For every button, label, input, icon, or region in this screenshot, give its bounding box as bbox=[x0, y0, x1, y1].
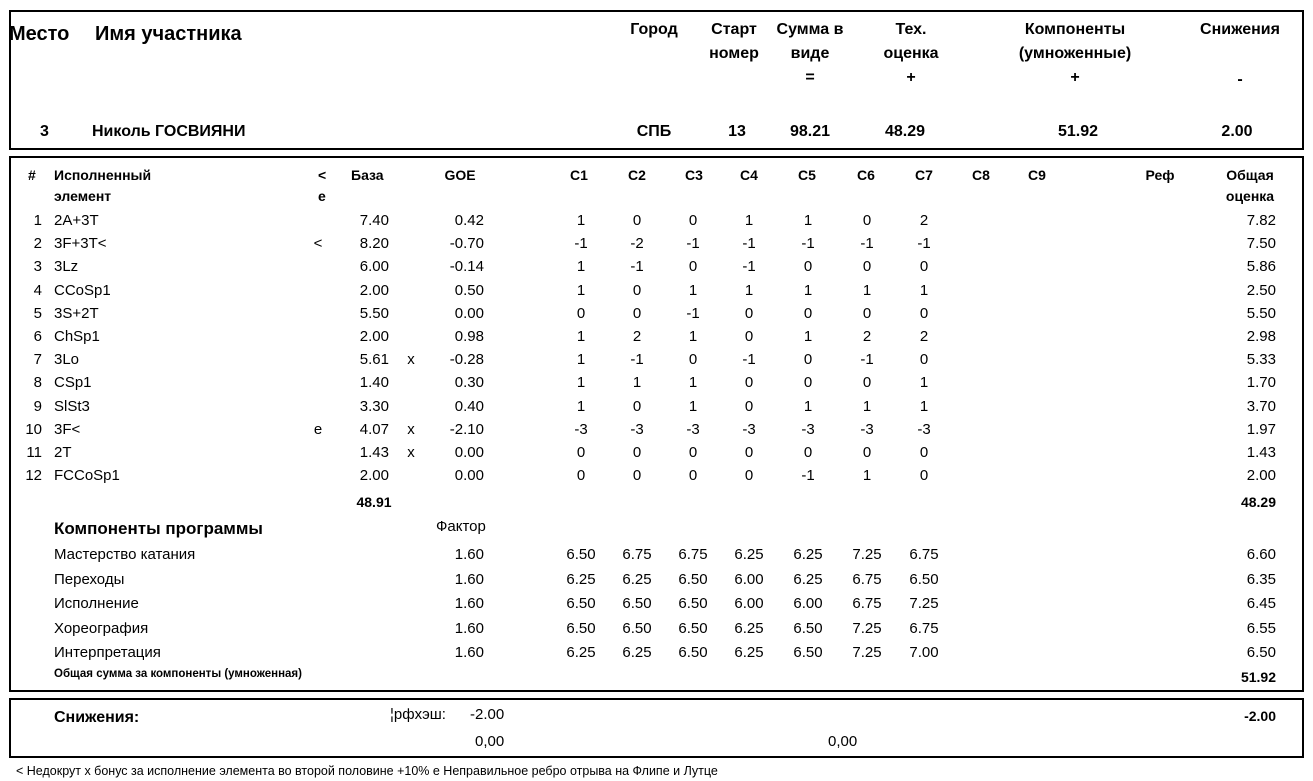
component-name: Интерпретация bbox=[54, 644, 161, 661]
city-header: Город bbox=[630, 21, 678, 38]
component-judge-score: 6.00 bbox=[793, 595, 823, 612]
element-judge-score: 0 bbox=[576, 304, 586, 322]
component-judge-score: 6.50 bbox=[678, 595, 708, 612]
legend-text: < Недокрут x бонус за исполнение элемента во второй половине +10% e Неправильное ребро отрыва на Флипе и Лутце bbox=[16, 764, 718, 778]
element-judge-score: -3 bbox=[686, 420, 700, 438]
component-judge-score: 6.50 bbox=[793, 644, 823, 661]
element-judge-score: 0 bbox=[919, 258, 929, 276]
comp-header-1: Компоненты bbox=[1024, 21, 1126, 38]
element-judge-score: 1 bbox=[688, 397, 698, 415]
col-j1-header: C1 bbox=[570, 167, 588, 183]
element-base: 5.61 bbox=[359, 351, 389, 369]
components-title: Компоненты программы bbox=[54, 519, 263, 538]
element-name: CCoSp1 bbox=[54, 281, 111, 299]
element-score: 5.50 bbox=[1246, 304, 1276, 322]
element-judge-score: 0 bbox=[862, 444, 872, 461]
element-judge-score: 0 bbox=[803, 304, 813, 322]
element-judge-score: 1 bbox=[862, 397, 872, 415]
element-name: 3Lo bbox=[54, 351, 80, 369]
element-judge-score: 2 bbox=[919, 328, 929, 345]
col-j2-header: C2 bbox=[628, 167, 646, 183]
component-judge-score: 6.75 bbox=[852, 570, 882, 588]
factor-header: Фактор bbox=[436, 518, 486, 535]
element-judge-score: 0 bbox=[632, 467, 642, 485]
element-judge-score: 2 bbox=[632, 328, 642, 345]
element-score: 1.70 bbox=[1246, 374, 1276, 392]
col-info-header-1: < bbox=[318, 167, 327, 183]
col-j7-header: C7 bbox=[915, 167, 933, 183]
col-score-header-2: оценка bbox=[1225, 188, 1275, 204]
component-judge-score: 6.25 bbox=[734, 644, 764, 661]
element-judge-score: 0 bbox=[576, 444, 586, 461]
element-judge-score: 0 bbox=[919, 444, 929, 461]
element-info: e bbox=[313, 420, 323, 438]
name-header: Имя участника bbox=[95, 23, 242, 45]
element-goe: 0.30 bbox=[454, 374, 484, 392]
element-score: 3.70 bbox=[1246, 397, 1276, 415]
component-judge-score: 6.50 bbox=[678, 570, 708, 588]
element-judge-score: 0 bbox=[803, 351, 813, 369]
comp-sign: + bbox=[1070, 69, 1080, 86]
element-judge-score: -3 bbox=[742, 420, 756, 438]
col-j3-header: C3 bbox=[685, 167, 703, 183]
element-judge-score: -3 bbox=[630, 420, 644, 438]
element-bonus: x bbox=[407, 444, 415, 461]
element-goe: 0.00 bbox=[454, 304, 484, 322]
element-judge-score: -3 bbox=[574, 420, 588, 438]
base-total: 48.91 bbox=[356, 494, 392, 510]
element-judge-score: 1 bbox=[862, 467, 872, 485]
col-goe-header: GOE bbox=[444, 167, 476, 183]
element-base: 1.43 bbox=[359, 444, 389, 461]
element-judge-score: -1 bbox=[742, 258, 756, 276]
component-name: Хореография bbox=[54, 619, 149, 637]
element-judge-score: 1 bbox=[576, 258, 586, 276]
col-j5-header: C5 bbox=[798, 167, 816, 183]
element-judge-score: 0 bbox=[744, 328, 754, 345]
element-judge-score: 1 bbox=[919, 374, 929, 392]
sum-sign: = bbox=[805, 69, 815, 86]
element-judge-score: -1 bbox=[742, 235, 756, 253]
element-judge-score: 0 bbox=[688, 212, 698, 229]
col-num-header: # bbox=[28, 167, 36, 183]
col-j6-header: C6 bbox=[857, 167, 875, 183]
element-judge-score: 0 bbox=[744, 467, 754, 485]
element-judge-score: 0 bbox=[803, 444, 813, 461]
component-judge-score: 6.25 bbox=[793, 546, 823, 563]
deduction-zero-1: 0,00 bbox=[475, 733, 505, 750]
component-score: 6.50 bbox=[1246, 644, 1276, 661]
component-judge-score: 6.50 bbox=[678, 644, 708, 661]
element-judge-score: -3 bbox=[917, 420, 931, 438]
element-judge-score: -1 bbox=[742, 351, 756, 369]
element-judge-score: 1 bbox=[744, 212, 754, 229]
element-num: 9 bbox=[33, 397, 42, 415]
element-name: CSp1 bbox=[54, 374, 92, 392]
component-judge-score: 6.50 bbox=[793, 619, 823, 637]
element-num: 4 bbox=[33, 281, 42, 299]
element-num: 2 bbox=[33, 235, 42, 253]
element-base: 2.00 bbox=[359, 328, 389, 345]
element-info: < bbox=[313, 235, 323, 253]
element-judge-score: 0 bbox=[688, 467, 698, 485]
deduction-zero-2: 0,00 bbox=[828, 733, 858, 750]
element-base: 4.07 bbox=[359, 420, 389, 438]
component-judge-score: 6.50 bbox=[566, 595, 596, 612]
element-judge-score: 0 bbox=[803, 258, 813, 276]
component-judge-score: 6.50 bbox=[678, 619, 708, 637]
component-judge-score: 6.75 bbox=[852, 595, 882, 612]
element-judge-score: 1 bbox=[576, 374, 586, 392]
element-score: 7.82 bbox=[1246, 212, 1276, 229]
component-judge-score: 6.25 bbox=[566, 644, 596, 661]
element-num: 8 bbox=[33, 374, 42, 392]
element-judge-score: 1 bbox=[919, 281, 929, 299]
element-goe: 0.40 bbox=[454, 397, 484, 415]
element-goe: -0.14 bbox=[449, 258, 484, 276]
element-num: 1 bbox=[33, 212, 42, 229]
component-judge-score: 6.75 bbox=[909, 546, 939, 563]
component-score: 6.45 bbox=[1246, 595, 1276, 612]
element-judge-score: -1 bbox=[801, 235, 815, 253]
skater-name: Николь ГОСВИЯНИ bbox=[92, 123, 246, 140]
element-judge-score: 0 bbox=[919, 304, 929, 322]
tech-header-2: оценка bbox=[883, 45, 939, 62]
tech-sign: + bbox=[906, 69, 916, 86]
comp-header-2: (умноженные) bbox=[1018, 45, 1132, 62]
deduction-item-label: ¦рфхэш: bbox=[390, 706, 446, 723]
component-judge-score: 6.50 bbox=[909, 570, 939, 588]
element-judge-score: 1 bbox=[803, 397, 813, 415]
component-judge-score: 7.25 bbox=[852, 546, 882, 563]
component-judge-score: 6.75 bbox=[678, 546, 708, 563]
element-judge-score: 0 bbox=[744, 304, 754, 322]
element-judge-score: 0 bbox=[632, 304, 642, 322]
component-factor: 1.60 bbox=[454, 595, 484, 612]
element-name: SlSt3 bbox=[54, 397, 90, 415]
scores-box bbox=[9, 156, 1304, 692]
component-factor: 1.60 bbox=[454, 546, 484, 563]
component-judge-score: 6.25 bbox=[793, 570, 823, 588]
element-judge-score: 0 bbox=[744, 374, 754, 392]
element-goe: -0.70 bbox=[449, 235, 484, 253]
col-base-header: База bbox=[351, 167, 384, 183]
element-judge-score: 1 bbox=[803, 212, 813, 229]
element-score: 2.00 bbox=[1246, 467, 1276, 485]
element-judge-score: 0 bbox=[632, 281, 642, 299]
element-judge-score: 0 bbox=[862, 304, 872, 322]
element-base: 3.30 bbox=[359, 397, 389, 415]
skater-start-number: 13 bbox=[728, 123, 746, 140]
element-judge-score: -1 bbox=[860, 351, 874, 369]
element-name: 2T bbox=[54, 444, 72, 461]
element-score: 1.43 bbox=[1246, 444, 1276, 461]
element-goe: 0.42 bbox=[454, 212, 484, 229]
component-judge-score: 7.25 bbox=[909, 595, 939, 612]
deduction-item-value: -2.00 bbox=[470, 706, 505, 723]
component-judge-score: 6.25 bbox=[566, 570, 596, 588]
element-judge-score: 1 bbox=[862, 281, 872, 299]
col-j4-header: C4 bbox=[740, 167, 758, 183]
element-score-total: 48.29 bbox=[1240, 494, 1276, 510]
component-judge-score: 6.75 bbox=[622, 546, 652, 563]
deductions-label: Снижения: bbox=[54, 709, 140, 726]
component-judge-score: 6.25 bbox=[622, 644, 652, 661]
element-name: 3Lz bbox=[54, 258, 79, 276]
component-judge-score: 6.50 bbox=[622, 619, 652, 637]
element-judge-score: 0 bbox=[576, 467, 586, 485]
element-goe: -2.10 bbox=[449, 420, 484, 438]
element-judge-score: -1 bbox=[686, 235, 700, 253]
element-score: 5.86 bbox=[1246, 258, 1276, 276]
element-name: 2A+3T bbox=[54, 212, 99, 229]
component-score: 6.60 bbox=[1246, 546, 1276, 563]
component-judge-score: 6.25 bbox=[734, 546, 764, 563]
component-judge-score: 6.75 bbox=[909, 619, 939, 637]
element-base: 5.50 bbox=[359, 304, 389, 322]
component-factor: 1.60 bbox=[454, 644, 484, 661]
col-score-header-1: Общая bbox=[1226, 167, 1274, 183]
element-judge-score: 0 bbox=[688, 351, 698, 369]
component-judge-score: 6.25 bbox=[734, 619, 764, 637]
element-judge-score: 0 bbox=[632, 397, 642, 415]
skater-city: СПБ bbox=[636, 123, 672, 140]
deductions-sign: - bbox=[1237, 71, 1243, 88]
deductions-box bbox=[9, 698, 1304, 758]
element-judge-score: -1 bbox=[860, 235, 874, 253]
element-score: 2.98 bbox=[1246, 328, 1276, 345]
col-j8-header: C8 bbox=[972, 167, 990, 183]
element-judge-score: 1 bbox=[576, 328, 586, 345]
element-judge-score: 1 bbox=[744, 281, 754, 299]
element-name: 3F< bbox=[54, 420, 81, 438]
element-num: 12 bbox=[25, 467, 42, 485]
col-j9-header: C9 bbox=[1028, 167, 1046, 183]
component-judge-score: 6.50 bbox=[622, 595, 652, 612]
element-judge-score: 0 bbox=[862, 374, 872, 392]
component-judge-score: 6.00 bbox=[734, 570, 764, 588]
element-bonus: x bbox=[407, 420, 415, 438]
start-header-1: Старт bbox=[711, 21, 757, 38]
component-judge-score: 7.25 bbox=[852, 619, 882, 637]
component-judge-score: 6.00 bbox=[734, 595, 764, 612]
element-judge-score: 1 bbox=[688, 374, 698, 392]
element-name: FCCoSp1 bbox=[54, 467, 120, 485]
element-num: 11 bbox=[26, 444, 42, 461]
element-judge-score: 0 bbox=[688, 444, 698, 461]
component-judge-score: 6.50 bbox=[566, 619, 596, 637]
components-total-label: Общая сумма за компоненты (умноженная) bbox=[54, 668, 302, 680]
element-judge-score: -1 bbox=[917, 235, 931, 253]
element-base: 8.20 bbox=[359, 235, 389, 253]
element-score: 5.33 bbox=[1246, 351, 1276, 369]
element-judge-score: 0 bbox=[919, 351, 929, 369]
element-judge-score: -3 bbox=[860, 420, 874, 438]
element-score: 2.50 bbox=[1246, 281, 1276, 299]
element-judge-score: 1 bbox=[576, 351, 586, 369]
component-name: Переходы bbox=[54, 570, 125, 588]
skater-total: 98.21 bbox=[789, 123, 831, 140]
element-judge-score: 1 bbox=[576, 397, 586, 415]
component-factor: 1.60 bbox=[454, 619, 484, 637]
skater-tech: 48.29 bbox=[884, 123, 926, 140]
component-score: 6.55 bbox=[1246, 619, 1276, 637]
element-name: 3S+2T bbox=[54, 304, 99, 322]
element-base: 2.00 bbox=[359, 281, 389, 299]
element-judge-score: -2 bbox=[630, 235, 644, 253]
col-ref-header: Реф bbox=[1145, 167, 1175, 183]
deductions-header: Снижения bbox=[1200, 21, 1280, 38]
skater-deductions: 2.00 bbox=[1221, 123, 1253, 140]
place-header: Место bbox=[9, 23, 70, 45]
element-num: 3 bbox=[33, 258, 42, 276]
element-num: 5 bbox=[33, 304, 42, 322]
deductions-total: -2.00 bbox=[1244, 708, 1276, 724]
element-judge-score: 1 bbox=[803, 328, 813, 345]
sum-header-2: виде bbox=[790, 45, 830, 62]
element-judge-score: 0 bbox=[632, 444, 642, 461]
element-judge-score: 0 bbox=[862, 212, 872, 229]
components-total: 51.92 bbox=[1240, 669, 1276, 685]
component-judge-score: 6.50 bbox=[566, 546, 596, 563]
component-judge-score: 6.25 bbox=[622, 570, 652, 588]
element-judge-score: 1 bbox=[803, 281, 813, 299]
element-base: 7.40 bbox=[359, 212, 389, 229]
element-judge-score: 0 bbox=[744, 397, 754, 415]
component-score: 6.35 bbox=[1246, 570, 1276, 588]
element-base: 2.00 bbox=[359, 467, 389, 485]
element-goe: 0.00 bbox=[454, 467, 484, 485]
element-judge-score: 1 bbox=[688, 328, 698, 345]
element-base: 1.40 bbox=[359, 374, 389, 392]
element-judge-score: 0 bbox=[803, 374, 813, 392]
element-judge-score: -1 bbox=[630, 258, 644, 276]
element-judge-score: 1 bbox=[576, 281, 586, 299]
component-judge-score: 7.00 bbox=[909, 644, 939, 661]
element-goe: 0.50 bbox=[454, 281, 484, 299]
col-info-header-2: е bbox=[318, 188, 326, 204]
element-num: 7 bbox=[33, 351, 42, 369]
element-judge-score: 1 bbox=[919, 397, 929, 415]
element-judge-score: -1 bbox=[574, 235, 588, 253]
element-judge-score: 1 bbox=[632, 374, 642, 392]
start-header-2: номер bbox=[709, 45, 759, 62]
element-goe: 0.98 bbox=[454, 328, 484, 345]
element-score: 1.97 bbox=[1246, 420, 1276, 438]
component-name: Исполнение bbox=[54, 595, 139, 612]
element-bonus: x bbox=[407, 351, 415, 369]
element-judge-score: 2 bbox=[862, 328, 872, 345]
element-judge-score: -1 bbox=[686, 304, 700, 322]
col-element-header-2: элемент bbox=[54, 188, 112, 204]
element-name: 3F+3T< bbox=[54, 235, 107, 253]
element-goe: 0.00 bbox=[454, 444, 484, 461]
element-judge-score: 0 bbox=[744, 444, 754, 461]
sum-header-1: Сумма в bbox=[776, 21, 844, 38]
element-judge-score: 1 bbox=[688, 281, 698, 299]
skater-components: 51.92 bbox=[1057, 123, 1099, 140]
component-judge-score: 7.25 bbox=[852, 644, 882, 661]
element-judge-score: 0 bbox=[919, 467, 929, 485]
element-num: 6 bbox=[33, 328, 42, 345]
element-judge-score: 2 bbox=[919, 212, 929, 229]
element-judge-score: 0 bbox=[862, 258, 872, 276]
element-judge-score: -1 bbox=[801, 467, 815, 485]
element-judge-score: -1 bbox=[630, 351, 644, 369]
element-num: 10 bbox=[25, 420, 42, 438]
element-judge-score: 0 bbox=[688, 258, 698, 276]
element-score: 7.50 bbox=[1246, 235, 1276, 253]
element-name: ChSp1 bbox=[54, 328, 100, 345]
tech-header-1: Тех. bbox=[895, 21, 927, 38]
element-judge-score: 1 bbox=[576, 212, 586, 229]
skater-place: 3 bbox=[40, 123, 49, 140]
element-judge-score: -3 bbox=[801, 420, 815, 438]
element-base: 6.00 bbox=[359, 258, 389, 276]
component-name: Мастерство катания bbox=[54, 546, 196, 563]
col-element-header-1: Исполненный bbox=[54, 167, 152, 183]
component-factor: 1.60 bbox=[454, 570, 484, 588]
element-judge-score: 0 bbox=[632, 212, 642, 229]
element-goe: -0.28 bbox=[449, 351, 484, 369]
